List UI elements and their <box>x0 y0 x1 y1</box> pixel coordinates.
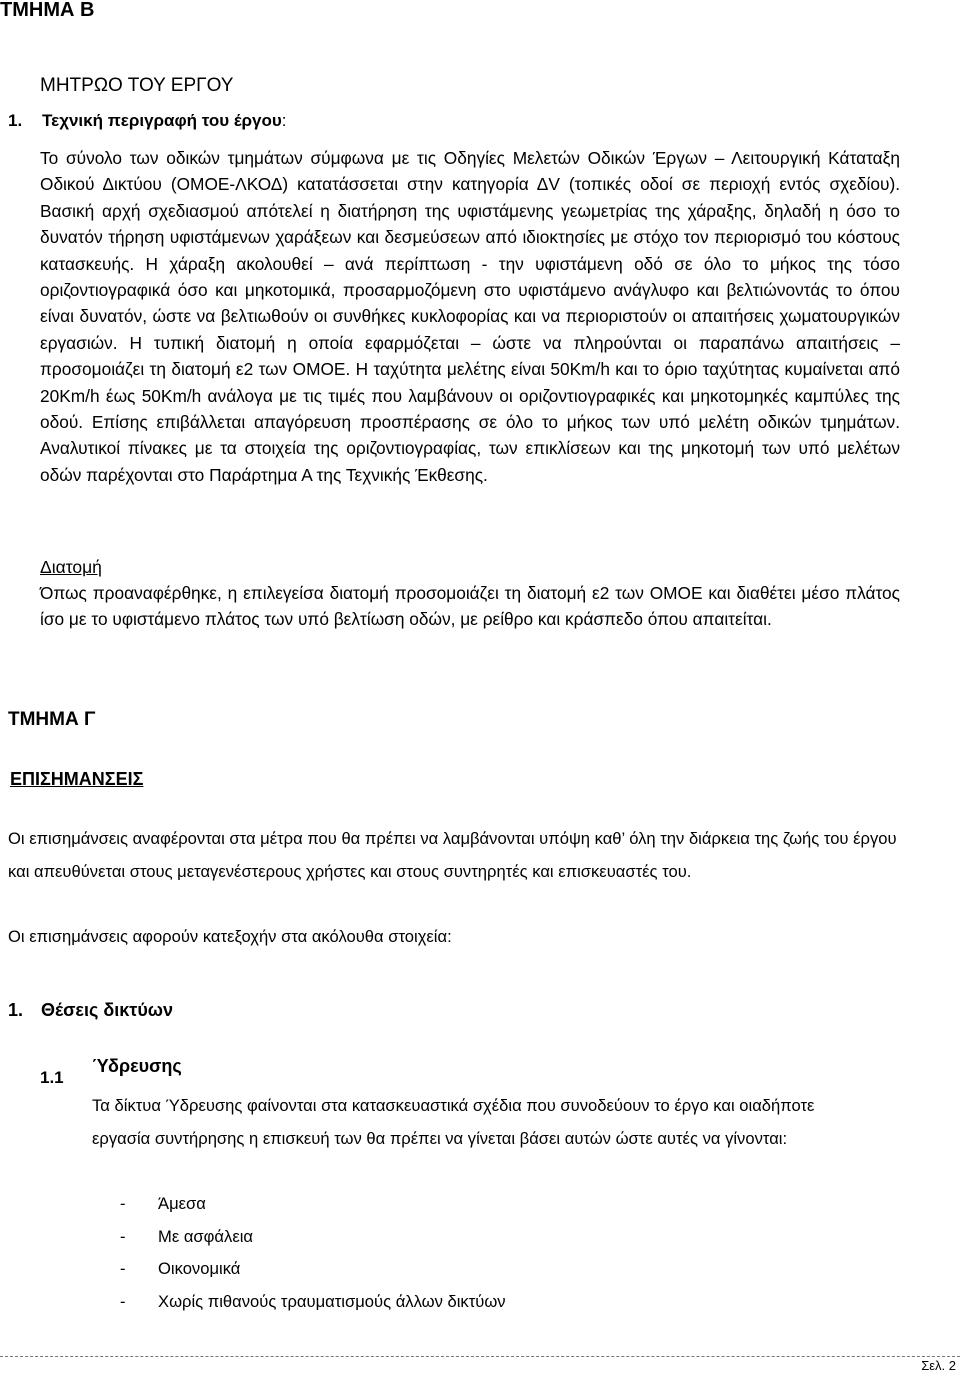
bullet-dash: - <box>120 1291 126 1311</box>
page-number: Σελ. 2 <box>921 1358 956 1373</box>
remarks-heading: ΕΠΙΣΗΜΑΝΣΕΙΣ <box>10 769 144 789</box>
section-g-heading: ΤΜΗΜΑ Γ <box>8 709 96 730</box>
footer-divider <box>0 1356 960 1357</box>
item-number: 1. <box>8 111 23 130</box>
requirements-list <box>120 1188 506 1318</box>
technical-description-text: Το σύνολο των οδικών τμημάτων σύμφωνα με τις Οδηγίες Μελετών Οδικών Έργων – Λειτουργική Κάταταξη Οδικού Δικτύου (ΟΜΟΕ-ΛΚΟΔ) κατατάσσεται στην κατηγορία ΔV (τοπικές οδοί σε περιοχή εντός σχεδίου). Βασική αρχή σχεδιασμού απότελεί η διατήρηση της υφιστάμενης γεωμετρίας της χάραξης, δηλαδή η όσο το δυνατόν τήρηση υφιστάμενων χαράξεων και δεσμεύσεων από ιδιοκτησίες με στόχο τον περιορισμό του κόστους κατασκευής. Η χάραξη ακολουθεί – ανά περίπτωση - την υφιστάμενη οδό σε όλο το μήκος της τόσο οριζοντιογραφικά όσο και μηκοτομικά, προσαρμοζόμενη στο υφιστάμενο ανάγλυφο και βελτιώνοντάς το όπου είναι δυνατόν, ώστε να βελτιωθούν οι συνθήκες κυκλοφορίας και να περιοριστούν οι απαιτήσεις χωματουργικών εργασιών. Η τυπική διατομή η οποία εφαρμόζεται – ώστε να πληρούνται οι παραπάνω απαιτήσεις – προσομοιάζει τη διατομή ε2 των ΟΜΟΕ. Η ταχύτητα μελέτης είναι 50Km/h και το όριο ταχύτητας κυμαίνεται από 20Km/h έως 50Km/h ανάλογα με τις τιμές που λαμβάνουν οι οριζοντιογραφικές και μηκοτομηκές καμπύλες της οδού. Επίσης επιβάλλεται απαγόρευση προσπέρασης σε όλο το μήκος των υπό μελέτη οδικών τμημάτων. Αναλυτικοί πίνακες με τα στοιχεία της οριζοντιογραφίας, των επικλίσεων και της μηκοτομή των υπό μελέτων οδών παρέχονται στο Παράρτημα Α της Τεχνικής Έκθεσης. <box>40 148 900 485</box>
item-title: Τεχνική περιγραφή του έργου <box>42 111 282 130</box>
bullet-dash: - <box>120 1226 126 1246</box>
list-item: - Άμεσα <box>120 1188 506 1221</box>
registry-title: ΜΗΤΡΩΟ ΤΟΥ ΕΡΓΟΥ <box>40 75 234 96</box>
bullet-dash: - <box>120 1259 126 1278</box>
list-item: - Με ασφάλεια <box>120 1221 506 1254</box>
technical-description-heading <box>8 110 287 132</box>
water-supply-text: Τα δίκτυα Ύδρευσης φαίνονται στα κατασκευαστικά σχέδια που συνοδεύουν το έργο και οιαδήποτε εργασία συντήρησης η επισκευή των θα πρέπει να γίνεται βάσει αυτών ώστε αυτές να γίνονται: <box>92 1096 815 1148</box>
list-item: - Χωρίς πιθανούς τραυματισμούς άλλων δικτύων <box>120 1286 506 1319</box>
cross-section-heading: Διατομή <box>40 557 102 577</box>
remarks-intro: Οι επισημάνσεις αναφέρονται στα μέτρα που θα πρέπει να λαμβάνονται υπόψη καθ’ όλη την διάρκεια της ζωής του έργου και απευθύνεται στους μεταγενέστερους χρήστες και στους συντηρητές και επισκευαστές του. <box>8 829 897 881</box>
water-supply-number: 1.1 <box>40 1068 64 1087</box>
network-positions-number: 1. <box>8 1000 24 1020</box>
bullet-dash: - <box>120 1194 126 1213</box>
water-supply-title: Ύδρευσης <box>92 1056 182 1076</box>
section-b-heading: ΤΜΗΜΑ Β <box>0 0 95 21</box>
remarks-intro-2: Οι επισημάνσεις αφορούν κατεξοχήν στα ακόλουθα στοιχεία: <box>8 927 452 946</box>
network-positions-title: Θέσεις δικτύων <box>41 1000 174 1020</box>
cross-section-text: Όπως προαναφέρθηκε, η επιλεγείσα διατομή προσομοιάζει τη διατομή ε2 των ΟΜΟΕ και διαθέτει μέσο πλάτος ίσο με το υφιστάμενο πλάτος των υπό βελτίωση οδών, με ρείθρο και κράσπεδο όπου απαιτείται. <box>40 583 900 629</box>
network-positions-heading <box>8 998 173 1022</box>
list-item: - Οικονομικά <box>120 1253 506 1286</box>
item-colon: : <box>281 111 287 130</box>
